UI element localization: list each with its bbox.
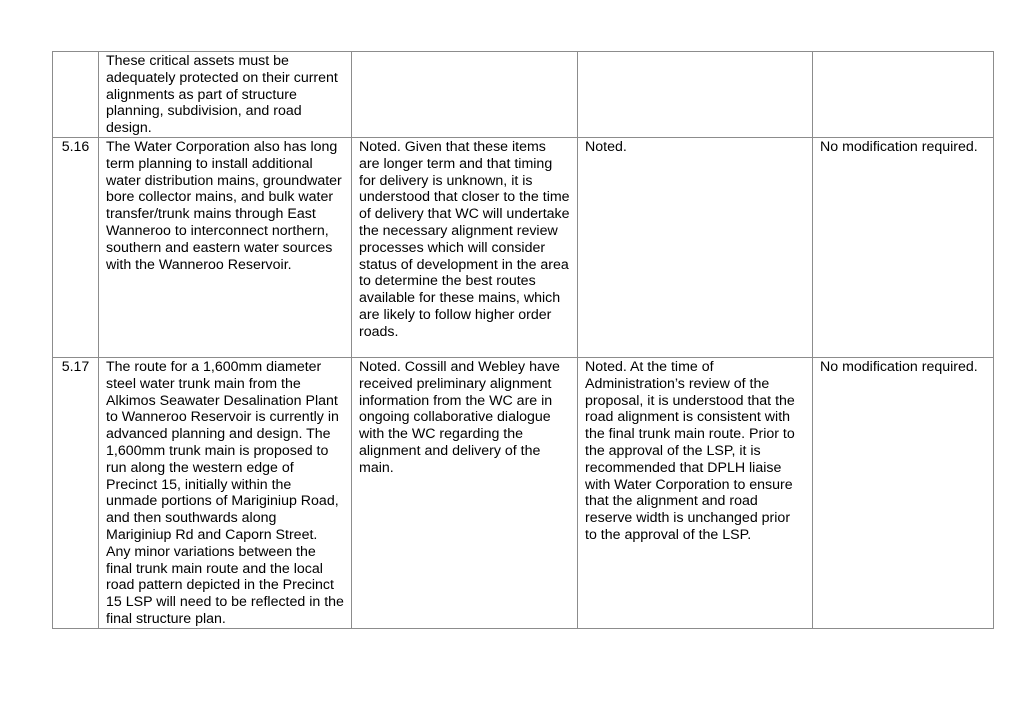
submission-cell: The route for a 1,600mm diameter steel water trunk main from the Alkimos Seawater Desalination Plant to Wanneroo Reservoir is currently in advanced planning and design. The 1,600mm trunk main is proposed to run along the western edge of Precinct 15, initially within the unmade portions of Mariginiup Road, and then southwards along Mariginiup Rd and Caporn Street. Any minor variations between the final trunk main route and the local road pattern depicted in the Precinct 15 LSP will need to be reflected in the final structure plan. [99, 358, 352, 629]
administration-comment-cell: Noted. [578, 138, 813, 358]
administration-comment-cell: Noted. At the time of Administration’s review of the proposal, it is understood that the road alignment is consistent with the final trunk main route. Prior to the approval of the LSP, it is recommended that DPLH liaise with Water Corporation to ensure that the alignment and road reserve width is unchanged prior to the approval of the LSP. [578, 358, 813, 629]
modification-cell: No modification required. [813, 138, 994, 358]
applicant-response-cell: Noted. Given that these items are longer term and that timing for delivery is unknown, it is understood that closer to the time of delivery that WC will undertake the necessary alignment review processes which will consider status of development in the area to determine the best routes available for these mains, which are likely to follow higher order roads. [352, 138, 578, 358]
row-number-cell [53, 52, 99, 138]
submission-cell: These critical assets must be adequately protected on their current alignments as part of structure planning, subdivision, and road design. [99, 52, 352, 138]
applicant-response-cell [352, 52, 578, 138]
modification-cell: No modification required. [813, 358, 994, 629]
table-row [53, 52, 994, 138]
table-row [53, 358, 994, 629]
submissions-table [52, 51, 994, 629]
submission-cell: The Water Corporation also has long term planning to install additional water distribution mains, groundwater bore collector mains, and bulk water transfer/trunk mains through East Wanneroo to interconnect northern, southern and eastern water sources with the Wanneroo Reservoir. [99, 138, 352, 358]
row-number-cell: 5.17 [53, 358, 99, 629]
administration-comment-cell [578, 52, 813, 138]
modification-cell [813, 52, 994, 138]
applicant-response-cell: Noted. Cossill and Webley have received preliminary alignment information from the WC are in ongoing collaborative dialogue with the WC regarding the alignment and delivery of the main. [352, 358, 578, 629]
row-number-cell: 5.16 [53, 138, 99, 358]
table-row [53, 138, 994, 358]
